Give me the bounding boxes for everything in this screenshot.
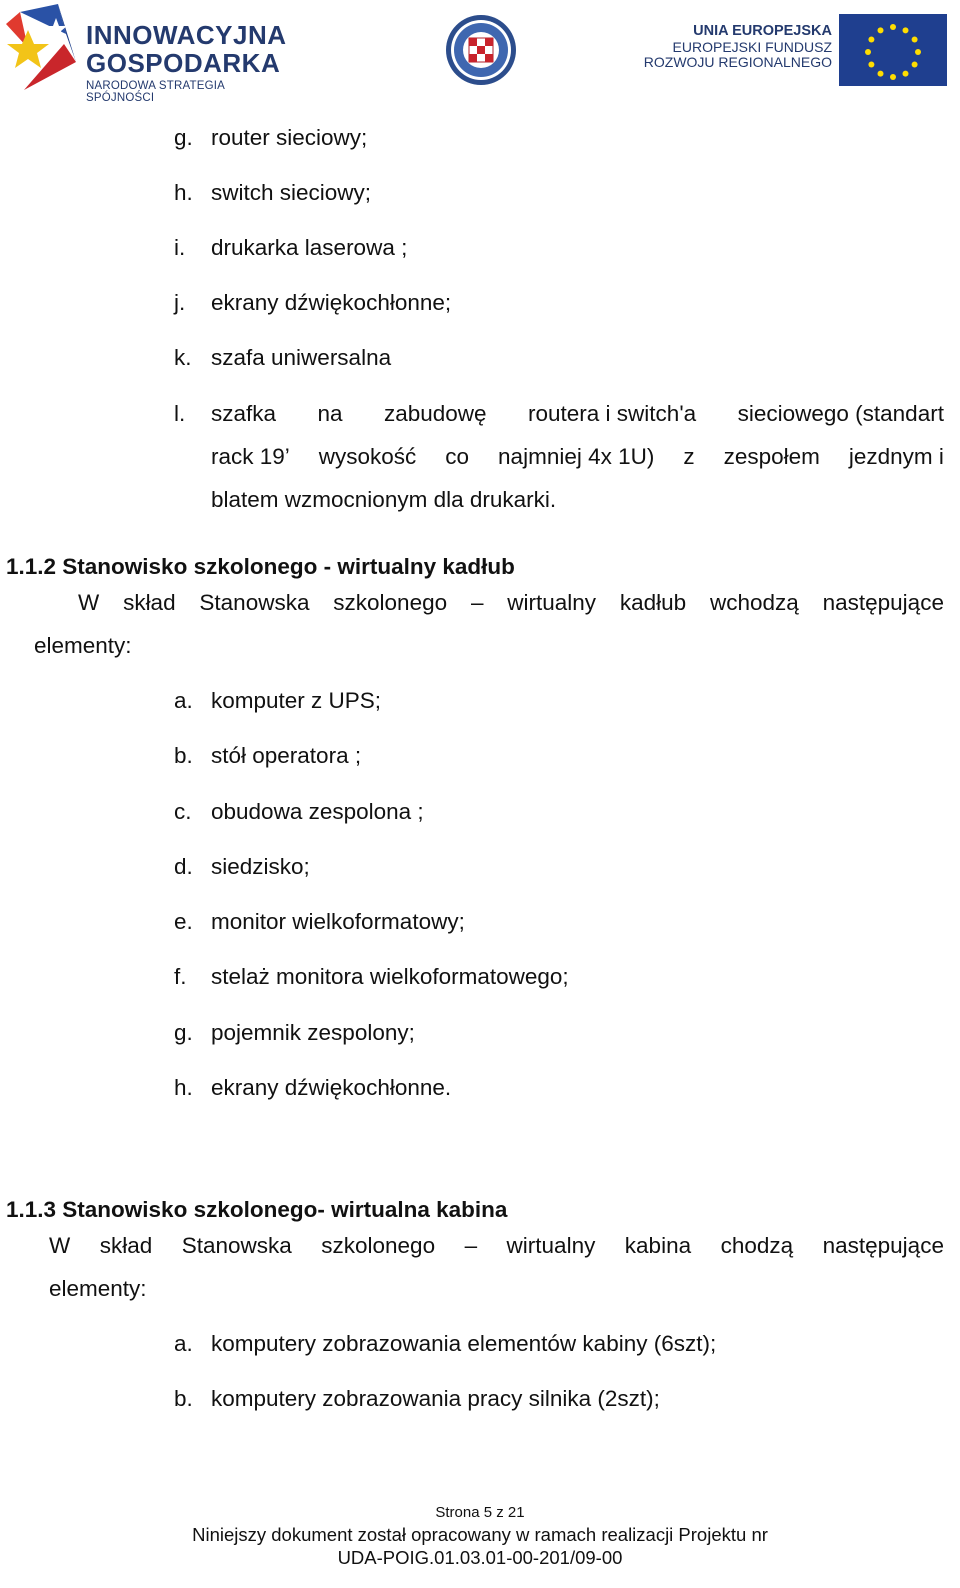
word: zespołem (723, 444, 820, 469)
logo-line-unia: UNIA EUROPEJSKA (693, 23, 832, 39)
word: zabudowę (383, 401, 487, 426)
word: routera i switch'a (528, 401, 697, 426)
word: szkolonego (321, 1233, 436, 1258)
list-item-text: komputer z UPS; (211, 688, 382, 713)
word: chodzą (720, 1233, 794, 1258)
logo-line-gospodarka: GOSPODARKA (86, 48, 281, 78)
list-marker: l. (174, 401, 186, 426)
footer-project-line: Niniejszy dokument został opracowany w ramach realizacji Projektu nr (192, 1524, 768, 1545)
list-marker: b. (174, 1386, 193, 1411)
list-item-text: szafa uniwersalna (211, 345, 392, 370)
word: następujące (822, 590, 944, 615)
eu-flag-icon (839, 14, 947, 86)
page-number: Strona 5 z 21 (435, 1504, 525, 1521)
star-emblem-icon (6, 4, 84, 96)
section-heading: 1.1.3 Stanowisko szkolonego- wirtualna kabina (6, 1197, 508, 1222)
list-marker: h. (174, 180, 193, 205)
word: W (49, 1233, 71, 1258)
item-l-line-2 (211, 443, 944, 470)
list-marker: e. (174, 909, 193, 934)
word: wirtualny (506, 1233, 596, 1258)
word: Stanowska (199, 590, 310, 615)
word: szkolonego (333, 590, 448, 615)
word: wchodzą (709, 590, 799, 615)
list-item-text: stół operatora ; (211, 743, 362, 768)
word: skład (123, 590, 176, 615)
word: z (683, 444, 695, 469)
word: rack 19’ (211, 444, 290, 469)
word: szafka (211, 401, 277, 426)
word: co (445, 444, 470, 469)
list-marker: a. (174, 1331, 193, 1356)
list-marker: g. (174, 1020, 193, 1045)
word: wirtualny (507, 590, 597, 615)
list-item-text: obudowa zespolona ; (211, 799, 424, 824)
list-marker: c. (174, 799, 192, 824)
section-heading: 1.1.2 Stanowisko szkolonego - wirtualny kadłub (6, 554, 515, 579)
list-item-text: komputery zobrazowania elementów kabiny (6szt); (211, 1331, 717, 1356)
list-marker: g. (174, 125, 193, 150)
word: jezdnym i (848, 444, 944, 469)
word: W (78, 590, 100, 615)
list-item-text: ekrany dźwiękochłonne. (211, 1075, 452, 1100)
logo-line-strategia: NARODOWA STRATEGIA SPÓJNOŚCI (86, 80, 225, 104)
list-marker: k. (174, 345, 192, 370)
list-marker: i. (174, 235, 186, 260)
list-item-text: router sieciowy; (211, 125, 368, 150)
logo-line-rozwoju: ROZWOJU REGIONALNEGO (643, 54, 832, 71)
word: wysokość (318, 444, 417, 469)
logo-line-innowacyjna: INNOWACYJNA (86, 20, 287, 50)
word: najmniej 4x 1U) (498, 444, 655, 469)
word: następujące (822, 1233, 944, 1258)
list-item-text: ekrany dźwiękochłonne; (211, 290, 452, 315)
word: skład (99, 1233, 153, 1258)
logo-line-fundusz: EUROPEJSKI FUNDUSZ (672, 38, 832, 55)
list-marker: b. (174, 743, 193, 768)
word: na (317, 401, 343, 426)
list-marker: h. (174, 1075, 193, 1100)
list-marker: a. (174, 688, 193, 713)
list-marker: d. (174, 854, 193, 879)
list-item-text: monitor wielkoformatowy; (211, 909, 465, 934)
list-item-text: pojemnik zespolony; (211, 1020, 415, 1045)
page-header (0, 0, 960, 104)
list-item-text: komputery zobrazowania pracy silnika (2szt); (211, 1386, 660, 1411)
section-intro-line (49, 1232, 944, 1259)
word: – (470, 590, 484, 615)
word: sieciowego (standart (737, 401, 944, 426)
list-marker: f. (174, 964, 187, 989)
footer-project-number: UDA-POIG.01.03.01-00-201/09-00 (337, 1547, 623, 1568)
section-intro-continuation: elementy: (49, 1276, 147, 1301)
list-item-text: stelaż monitora wielkoformatowego; (211, 964, 569, 989)
seal-emblem-icon (444, 12, 518, 88)
word: Stanowska (181, 1233, 292, 1258)
eu-regional-fund-logo (640, 14, 954, 90)
item-l-line-3: blatem wzmocnionym dla drukarki. (211, 487, 557, 512)
list-marker: j. (174, 290, 186, 315)
institute-seal-logo (444, 12, 518, 88)
item-l-line-1 (211, 400, 944, 427)
section-intro-line (78, 589, 944, 616)
list-item-text: drukarka laserowa ; (211, 235, 408, 260)
word: kadłub (619, 590, 687, 615)
word: kabina (624, 1233, 692, 1258)
innowacyjna-gospodarka-logo (6, 4, 296, 104)
section-intro-continuation: elementy: (34, 633, 132, 658)
word: – (464, 1233, 478, 1258)
list-item-text: switch sieciowy; (211, 180, 372, 205)
list-item-text: siedzisko; (211, 854, 310, 879)
